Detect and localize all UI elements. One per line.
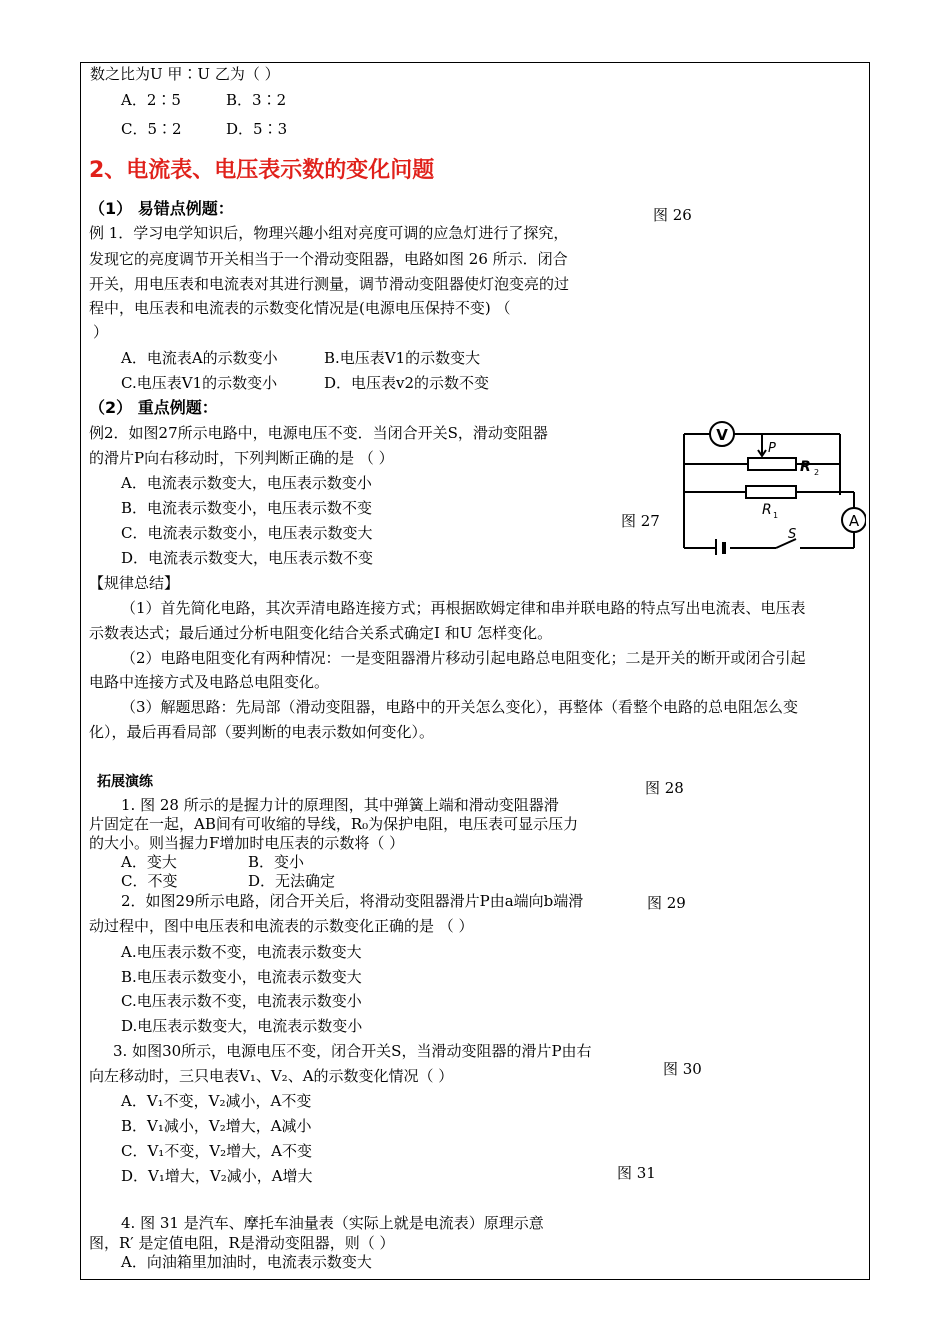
r1-label: R <box>762 502 772 518</box>
summary-heading: 【规律总结】 <box>89 574 180 592</box>
resistor-r2 <box>748 458 796 470</box>
option-d: D.电压表示数变大，电流表示数变小 <box>121 1017 363 1035</box>
switch-label: S <box>788 527 797 542</box>
option-b: B．V₁减小，V₂增大，A减小 <box>121 1117 312 1135</box>
subheading-easy: （1） 易错点例题： <box>89 199 234 218</box>
q4-line: 图，R′ 是定值电阻，R是滑动变阻器，则（ ） <box>89 1234 395 1252</box>
option-c: C.电压表示数不变，电流表示数变小 <box>121 992 362 1010</box>
option-b: B.电压表示数变小，电流表示数变大 <box>121 968 362 986</box>
option-b: B．3∶2 <box>226 91 287 109</box>
summary-line: （1）首先简化电路，其次弄清电路连接方式；再根据欧姆定律和串并联电路的特点写出电流表、电压表 <box>121 599 806 617</box>
figure-31-label: 图 31 <box>617 1164 656 1182</box>
option-b: B.电压表V1的示数变大 <box>324 349 481 367</box>
option-b: B．电流表示数变小，电压表示数不变 <box>121 499 373 517</box>
option-d: D．电压表v2的示数不变 <box>324 374 490 392</box>
option-d: D．5∶3 <box>226 120 288 138</box>
figure-30-label: 图 30 <box>663 1060 702 1078</box>
q4-line: 4. 图 31 是汽车、摩托车油量表（实际上就是电流表）原理示意 <box>121 1214 544 1232</box>
figure-27-label: 图 27 <box>621 512 660 530</box>
q1-line: 的大小。则当握力F增加时电压表的示数将（ ） <box>89 834 405 852</box>
option-a: A．变大 <box>121 853 177 871</box>
option-d: D．V₁增大，V₂减小，A增大 <box>121 1167 313 1185</box>
summary-line: 化），最后再看局部（要判断的电表示数如何变化）。 <box>89 723 435 741</box>
circuit-figure-27 <box>676 420 866 555</box>
option-c: C．V₁不变，V₂增大，A不变 <box>121 1142 313 1160</box>
option-a: A.电压表示数不变，电流表示数变大 <box>121 943 362 961</box>
option-b: B．变小 <box>248 853 305 871</box>
example1-line: 例 1．学习电学知识后，物理兴趣小组对亮度可调的应急灯进行了探究， <box>89 224 569 242</box>
option-c: C.电压表V1的示数变小 <box>121 374 278 392</box>
resistor-r1 <box>746 486 796 498</box>
example1-line: 开关，用电压表和电流表对其进行测量，调节滑动变阻器使灯泡变亮的过 <box>89 275 570 293</box>
q2-line: 2．如图29所示电路，闭合开关后，将滑动变阻器滑片P由a端向b端滑 <box>121 892 584 910</box>
r2-label: R <box>800 459 811 475</box>
r1-subscript: 1 <box>773 511 779 520</box>
r2-subscript: 2 <box>814 468 820 477</box>
slider-label: P <box>768 441 776 456</box>
extend-heading: 拓展演练 <box>97 774 153 790</box>
example1-line: ） <box>93 323 109 341</box>
question-continuation: 数之比为U 甲∶U 乙为（ ） <box>90 65 280 83</box>
option-a: A．电流表示数变大，电压表示数变小 <box>121 474 372 492</box>
subheading-key: （2） 重点例题： <box>89 398 218 417</box>
option-c: C．5∶2 <box>121 120 182 138</box>
summary-line: 示数表达式；最后通过分析电阻变化结合关系式确定I 和U 怎样变化。 <box>89 624 553 642</box>
option-c: C．电流表示数变小，电压表示数变大 <box>121 524 373 542</box>
example2-line: 例2．如图27所示电路中，电源电压不变．当闭合开关S，滑动变阻器 <box>89 424 548 442</box>
q3-line: 3. 如图30所示，电源电压不变，闭合开关S，当滑动变阻器的滑片P由右 <box>113 1042 592 1060</box>
ammeter-symbol: A <box>848 512 860 530</box>
q1-line: 1. 图 28 所示的是握力计的原理图，其中弹簧上端和滑动变阻器滑 <box>121 796 559 814</box>
figure-26-label: 图 26 <box>653 206 692 224</box>
example2-line: 的滑片P向右移动时，下列判断正确的是 （ ） <box>89 449 394 467</box>
option-d: D．无法确定 <box>248 872 336 890</box>
voltmeter-symbol: V <box>716 426 728 444</box>
section-title: 2、电流表、电压表示数的变化问题 <box>89 158 435 183</box>
figure-28-label: 图 28 <box>645 779 684 797</box>
q4-option-a: A．向油箱里加油时，电流表示数变大 <box>121 1253 372 1271</box>
option-d: D．电流表示数变大，电压表示数不变 <box>121 549 374 567</box>
option-a: A．V₁不变，V₂减小，A不变 <box>121 1092 312 1110</box>
option-c: C．不变 <box>121 872 178 890</box>
figure-29-label: 图 29 <box>647 894 686 912</box>
q2-line: 动过程中，图中电压表和电流表的示数变化正确的是 （ ） <box>89 917 474 935</box>
q3-line: 向左移动时，三只电表V₁、V₂、A的示数变化情况（ ） <box>89 1067 454 1085</box>
summary-line: （2）电路电阻变化有两种情况：一是变阻器滑片移动引起电路总电阻变化；二是开关的断开或闭合引起 <box>121 649 806 667</box>
example1-line: 发现它的亮度调节开关相当于一个滑动变阻器，电路如图 26 所示．闭合 <box>89 250 568 268</box>
example1-line: 程中，电压表和电流表的示数变化情况是(电源电压保持不变) （ <box>89 299 511 317</box>
option-a: A．电流表A的示数变小 <box>121 349 278 367</box>
summary-line: 电路中连接方式及电路总电阻变化。 <box>89 673 330 691</box>
q1-line: 片固定在一起，AB间有可收缩的导线，R₀为保护电阻，电压表可显示压力 <box>89 815 579 833</box>
summary-line: （3）解题思路：先局部（滑动变阻器，电路中的开关怎么变化），再整体（看整个电路的总电阻怎么变 <box>121 698 799 716</box>
option-a: A．2∶5 <box>121 91 181 109</box>
